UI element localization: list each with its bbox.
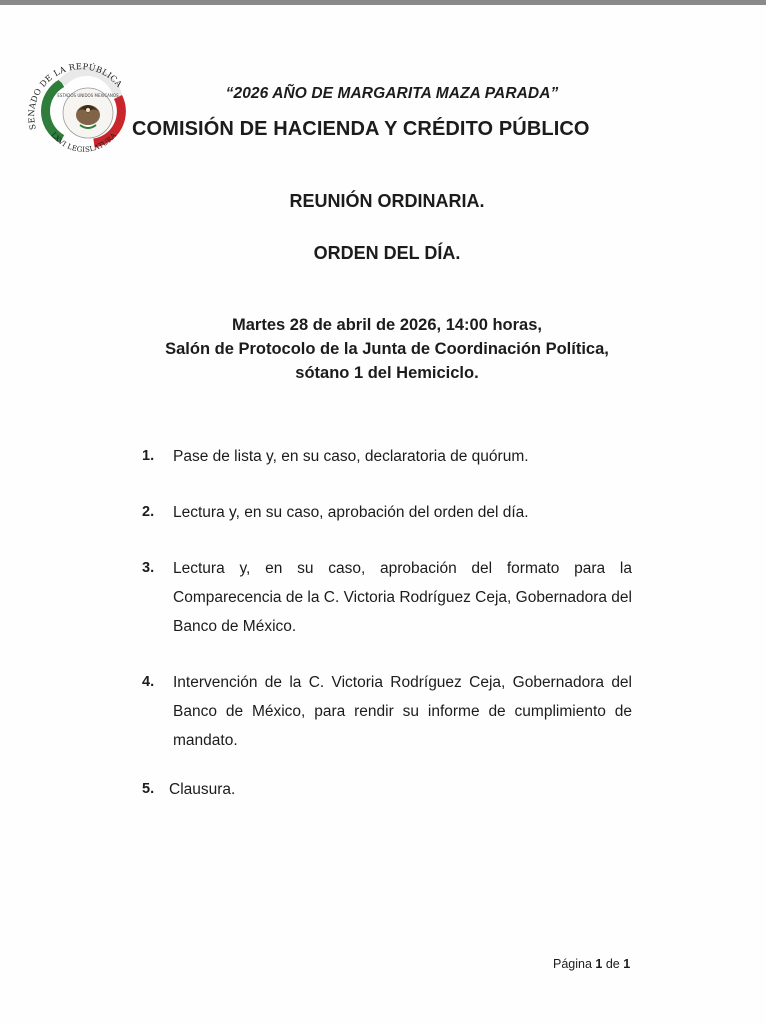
agenda-item-number: 4.: [142, 674, 155, 690]
senate-seal-logo: [22, 63, 138, 165]
agenda-item-text: Clausura.: [169, 781, 236, 798]
agenda-item-number: 1.: [142, 448, 155, 464]
meeting-type-title: REUNIÓN ORDINARIA.: [289, 191, 485, 211]
commission-name: COMISIÓN DE HACIENDA Y CRÉDITO PÚBLICO: [132, 118, 590, 140]
seal-top-text: SENADO DE LA REPÚBLICA: [26, 63, 125, 131]
meeting-location: sótano 1 del Hemiciclo.: [295, 364, 479, 382]
agenda-item-text: Lectura y, en su caso, aprobación del formato para la Comparecencia de la C. Victoria Rodríguez Ceja, Gobernadora del Banco de México.: [173, 560, 632, 635]
agenda-item: [140, 442, 632, 471]
page-total: 1: [623, 957, 631, 971]
meeting-datetime: Martes 28 de abril de 2026, 14:00 horas,: [232, 316, 542, 334]
page-number: [553, 957, 630, 971]
motto-line: “2026 AÑO DE MARGARITA MAZA PARADA”: [225, 85, 559, 102]
document-page: [0, 5, 766, 1024]
agenda-item: [140, 498, 632, 527]
agenda-item-text: Intervención de la C. Victoria Rodríguez Ceja, Gobernadora del Banco de México, para rendir su informe de cumplimiento de mandato.: [173, 674, 632, 749]
agenda-item: [140, 554, 632, 641]
seal-bottom-text: LXVI LEGISLATURA: [49, 130, 119, 154]
agenda-item-number: 5.: [142, 781, 155, 797]
page-of-label: de: [605, 957, 620, 971]
agenda-item: [140, 775, 632, 804]
page-label: Página: [553, 957, 592, 971]
seal-inner-text: ESTADOS UNIDOS MEXICANOS: [57, 93, 119, 98]
agenda-item: [140, 668, 632, 755]
meeting-place: Salón de Protocolo de la Junta de Coordinación Política,: [165, 340, 609, 358]
agenda-item-number: 2.: [142, 504, 155, 520]
agenda-item-text: Lectura y, en su caso, aprobación del orden del día.: [173, 504, 529, 521]
agenda-item-number: 3.: [142, 560, 155, 576]
agenda-item-text: Pase de lista y, en su caso, declaratoria de quórum.: [173, 448, 529, 465]
agenda-title: ORDEN DEL DÍA.: [313, 243, 461, 263]
page-current: 1: [595, 957, 603, 971]
